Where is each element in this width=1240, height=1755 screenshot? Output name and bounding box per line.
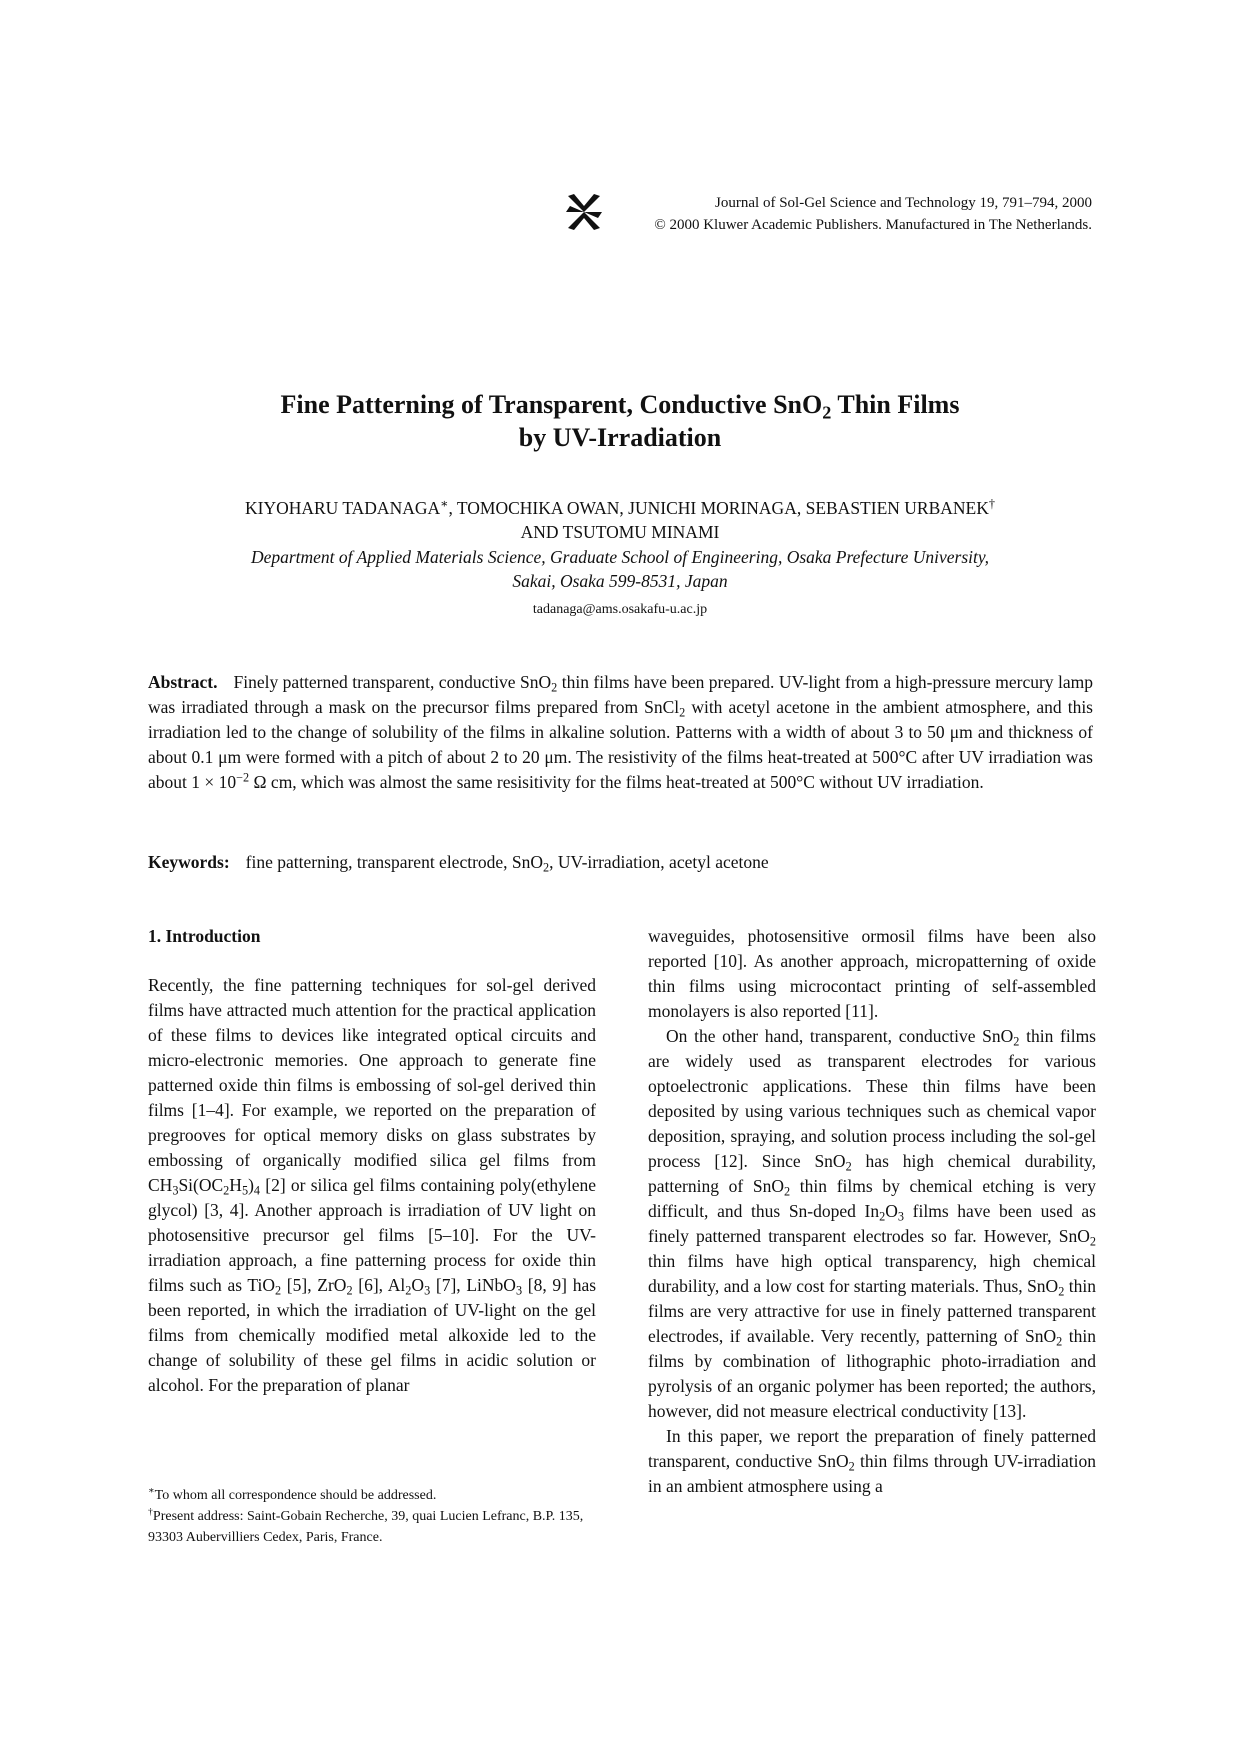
abstract: Abstract. Finely patterned transparent, conductive SnO$_2$ thin films have been prepared. UV-light from a high-pressure mercury lamp was irradiated through a mask on the precursor films prepared from SnCl$_2$ with acetyl acetone in the ambient atmosphere, and this irradiation led to the change of solubility of the films in alkaline solution. Patterns with a width of about 3 to 50 μm and thickness of about 0.1 μm were formed with a pitch of about 2 to 20 μm. The resistivity of the films heat-treated at 500°C after UV irradiation was about $1 \times 10^{-2}$ Ω cm, which was almost the same resisitivity for the films heat-treated at 500°C without UV irradiation.	[148, 672, 1094, 792]
left-column	[148, 924, 596, 1398]
intro-paragraph-1-continued: waveguides, photosensitive ormosil films have been also reported [10]. As another approach, micropatterning of oxide thin films using microcontact printing of self-assembled monolayers is also reported [11].	[648, 926, 1096, 1021]
affiliation: Department of Applied Materials Science, Graduate School of Engineering, Osaka Prefecture University, Sakai, Osaka 599-8531, Japan	[250, 547, 990, 591]
footnote-correspondence: ∗To whom all correspondence should be addressed.	[148, 1485, 437, 1503]
author-list: KIYOHARU TADANAGA∗, TOMOCHIKA OWAN, JUNICHI MORINAGA, SEBASTIEN URBANEK† AND TSUTOMU MINAMI	[244, 496, 995, 542]
publisher-logo-icon	[566, 190, 602, 234]
keywords: Keywords: fine patterning, transparent electrode, SnO$_2$, UV-irradiation, acetyl acetone	[148, 852, 769, 875]
keywords-label: Keywords:	[148, 852, 230, 872]
copyright-line: © 2000 Kluwer Academic Publishers. Manufactured in The Netherlands.	[654, 217, 1092, 233]
contact-email: tadanaga@ams.osakafu-u.ac.jp	[532, 602, 708, 617]
paper-title: Fine Patterning of Transparent, Conductive SnO$_2$ Thin Films by UV-Irradiation	[280, 390, 960, 452]
footnotes	[148, 1485, 598, 1548]
abstract-label: Abstract.	[148, 672, 218, 692]
intro-paragraph-3: In this paper, we report the preparation of finely patterned transparent, conductive SnO$_2$ thin films through UV-irradiation in an ambient atmosphere using a	[648, 1426, 1096, 1496]
journal-header	[654, 192, 1092, 236]
intro-paragraph-2: On the other hand, transparent, conductive SnO$_2$ thin films are widely used as transparent electrodes for various optoelectronic applications. These thin films have been deposited by using various techniques such as chemical vapor deposition, spraying, and solution process including the sol-gel process [12]. Since SnO$_2$ has high chemical durability, patterning of SnO$_2$ thin films by chemical etching is very difficult, and thus Sn-doped $In_2O_3$ films have been used as finely patterned transparent electrodes so far. However, SnO$_2$ thin films have high optical transparency, high chemical durability, and a low cost for starting materials. Thus, SnO$_2$ thin films are very attractive for use in finely patterned transparent electrodes, if available. Very recently, patterning of SnO$_2$ thin films by combination of lithographic photo-irradiation and pyrolysis of an organic polymer has been reported; the authors, however, did not measure electrical conductivity [13].	[648, 1026, 1096, 1421]
section-heading-introduction: 1. Introduction	[148, 926, 261, 946]
journal-citation: Journal of Sol-Gel Science and Technology 19, 791–794, 2000	[715, 195, 1092, 211]
intro-paragraph-1: Recently, the fine patterning techniques for sol-gel derived films have attracted much attention for the practical application of these films to devices like integrated optical circuits and micro-electronic memories. One approach to generate fine patterned oxide thin films is embossing of sol-gel derived thin films [1–4]. For example, we reported on the preparation of pregrooves for optical memory disks on glass substrates by embossing of organically modified silica gel films from $CH_3Si(OC_2H_5)_4$ [2] or silica gel films containing poly(ethylene glycol) [3, 4]. Another approach is irradiation of UV light on photosensitive precursor gel films [5–10]. For the UV-irradiation approach, a fine patterning process for oxide thin films such as TiO$_2$ [5], ZrO$_2$ [6], $Al_2O_3$ [7], LiNbO$_3$ [8, 9] has been reported, in which the irradiation of UV-light on the gel films from chemically modified metal alkoxide led to the change of solubility of these gel films in acidic solution or alcohol. For the preparation of planar	[148, 975, 597, 1395]
footnote-present-address: †Present address: Saint-Gobain Recherche, 39, quai Lucien Lefranc, B.P. 135, 93303 Aubervilliers Cedex, Paris, France.	[148, 1506, 584, 1545]
right-column	[648, 924, 1096, 1499]
